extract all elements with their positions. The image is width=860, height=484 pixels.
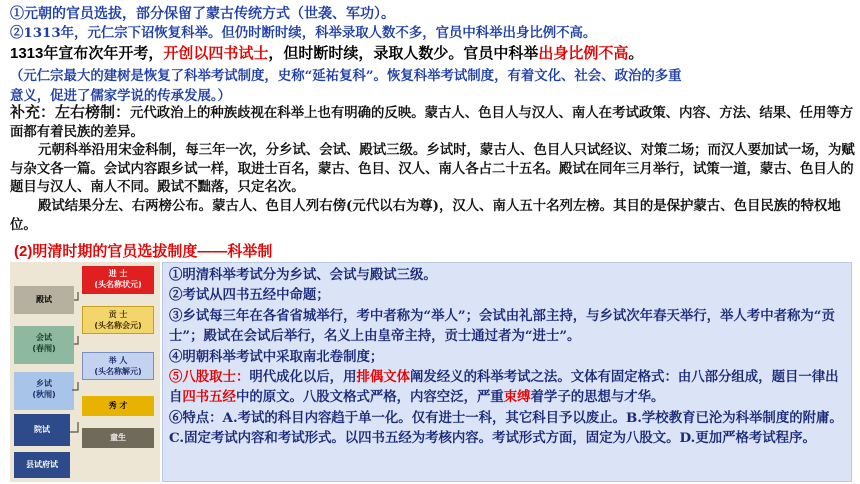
- panel-i5-h: 着学子的思想与才华。: [530, 389, 665, 406]
- jinshi-sub: (头名称状元): [94, 280, 142, 289]
- summary-highlight-sishu: 开创以四书试士: [163, 45, 269, 62]
- step-huishi: [14, 326, 74, 364]
- supplement-p2-text: 元朝科举沿用宋金科制，每三年一次，分乡试、会试、殿试三级。乡试时，蒙古人、色目人只试经议、对策二场；而汉人要加试一场，为赋与杂文各一篇。会试内容跟乡试一样，取进士百名，蒙古、色目、汉人、南人各占二十五名。殿试在同年三月举行，试策一道，蒙古、色目人的题目与汉人、南人不同。殿试不黜落，只定名次。: [10, 142, 855, 196]
- summary-highlight-ratio: 出身比例不高: [538, 45, 629, 62]
- gongshi-sub: (头名称会元): [94, 321, 142, 330]
- summary-part-c: ，但时断时续，录取人数少。官员中科举: [268, 45, 539, 62]
- supplement-para-1: [10, 104, 855, 141]
- exam-ladder-diagram: [10, 262, 160, 482]
- panel-i5-b: 明代成化以后，用: [249, 369, 357, 386]
- jinshi-label: 进 士: [108, 269, 128, 278]
- juren-label: 举 人: [108, 356, 128, 365]
- ming-qing-exam-panel: [162, 262, 852, 482]
- huishi-sub: (春闱): [32, 344, 56, 353]
- panel-item-3: ③乡试每三年在各省省城举行，考中者称为“举人”；会试由礼部主持，与乡试次年春天举行，举人考中者称为“贡士”；殿试在会试后举行，名义上由皇帝主持，贡士通过者为“进士”。: [169, 307, 835, 345]
- panel-i5-d: 阐发经义的科举考试之法。文体有固定格式：由八部分组成，题目一律出自: [169, 369, 839, 406]
- step-juren: [82, 352, 154, 380]
- supplement-para-3: [10, 197, 855, 234]
- step-gongshi: [82, 306, 154, 334]
- xiangshi-sub: (秋闱): [32, 390, 56, 399]
- panel-item-5: [169, 367, 845, 408]
- panel-item-2: ②考试从四书五经中命题；: [169, 287, 330, 304]
- section-heading: (2)明清时期的官员选拔制度——科举制: [14, 243, 273, 260]
- panel-item-4: ④明朝科举考试中采取南北卷制度；: [169, 348, 384, 365]
- panel-item-1: ①明清科举考试分为乡试、会试与殿试三级。: [169, 267, 437, 283]
- supplement-label: 补充：左右榜制：: [10, 104, 131, 121]
- highlight-sishuwujing: 四书五经: [182, 389, 236, 406]
- baguquanshi-label: ⑤八股取士：: [169, 369, 250, 386]
- step-yuanshi: 院试: [14, 414, 70, 446]
- summary-part-a: 1313年宣布次年开考，: [10, 45, 164, 62]
- panel-text: [169, 265, 845, 449]
- supplement-p1-text: 元代政治上的种族歧视在科举上也有明确的反映。蒙古人、色目人与汉人、南人在考试政策、内容、方法、结果、任用等方面都有着民族的差异。: [10, 105, 854, 140]
- supplement-para-2: [10, 141, 855, 197]
- line-1313-decree: ②1313年，元仁宗下诏恢复科举。但仍时断时续，科举录取人数不多，官员中科举出身比例不高。: [10, 25, 597, 41]
- line-yanyou-note-cont: 意义，促进了儒家学说的传承发展。）: [10, 88, 231, 104]
- step-xiangshi: [14, 372, 74, 410]
- step-jinshi: [82, 266, 154, 294]
- line-yanyou-note: （元仁宗最大的建树是恢复了科举考试制度，史称“延祐复科”。恢复科举考试制度，有着文化、社会、政治的多重: [10, 68, 682, 84]
- summary-part-e: 。: [628, 45, 644, 62]
- step-dianshi: 殿试: [14, 286, 74, 314]
- line-yuan-selection: ①元朝的官员选拔，部分保留了蒙古传统方式（世袭、军功）。: [10, 6, 395, 22]
- panel-item-6: ⑥特点：A.考试的科目内容趋于单一化。仅有进士一科，其它科目予以废止。B.学校教育已沦为科举制度的附庸。C.固定考试内容和考试形式。以四书五经为考核内容。考试形式方面，固定为八股文。D.更加严格考试程序。: [169, 409, 843, 447]
- supplement-p3-text: 殿试结果分左、右两榜公布。蒙古人、色目人列右傍(元代以右为尊)，汉人、南人五十名列左榜。其目的是保护蒙古、色目民族的特权地位。: [10, 197, 841, 233]
- huishi-label: 会试: [36, 333, 52, 342]
- highlight-shufu: 束缚: [503, 389, 531, 406]
- juren-sub: (头名称解元): [94, 367, 142, 376]
- supplement-block: [10, 104, 855, 234]
- panel-i5-f: 中的原文。八股文格式严格，内容空泛，严重: [235, 389, 504, 406]
- xiangshi-label: 乡试: [36, 379, 52, 388]
- step-county-exam: 县试府试: [14, 452, 70, 478]
- highlight-paiou: 排偶文体: [356, 369, 411, 386]
- step-tongsheng: 童生: [82, 428, 154, 448]
- gongshi-label: 贡 士: [108, 310, 128, 319]
- step-xiucai: 秀 才: [82, 396, 154, 416]
- line-1313-summary: [10, 42, 643, 63]
